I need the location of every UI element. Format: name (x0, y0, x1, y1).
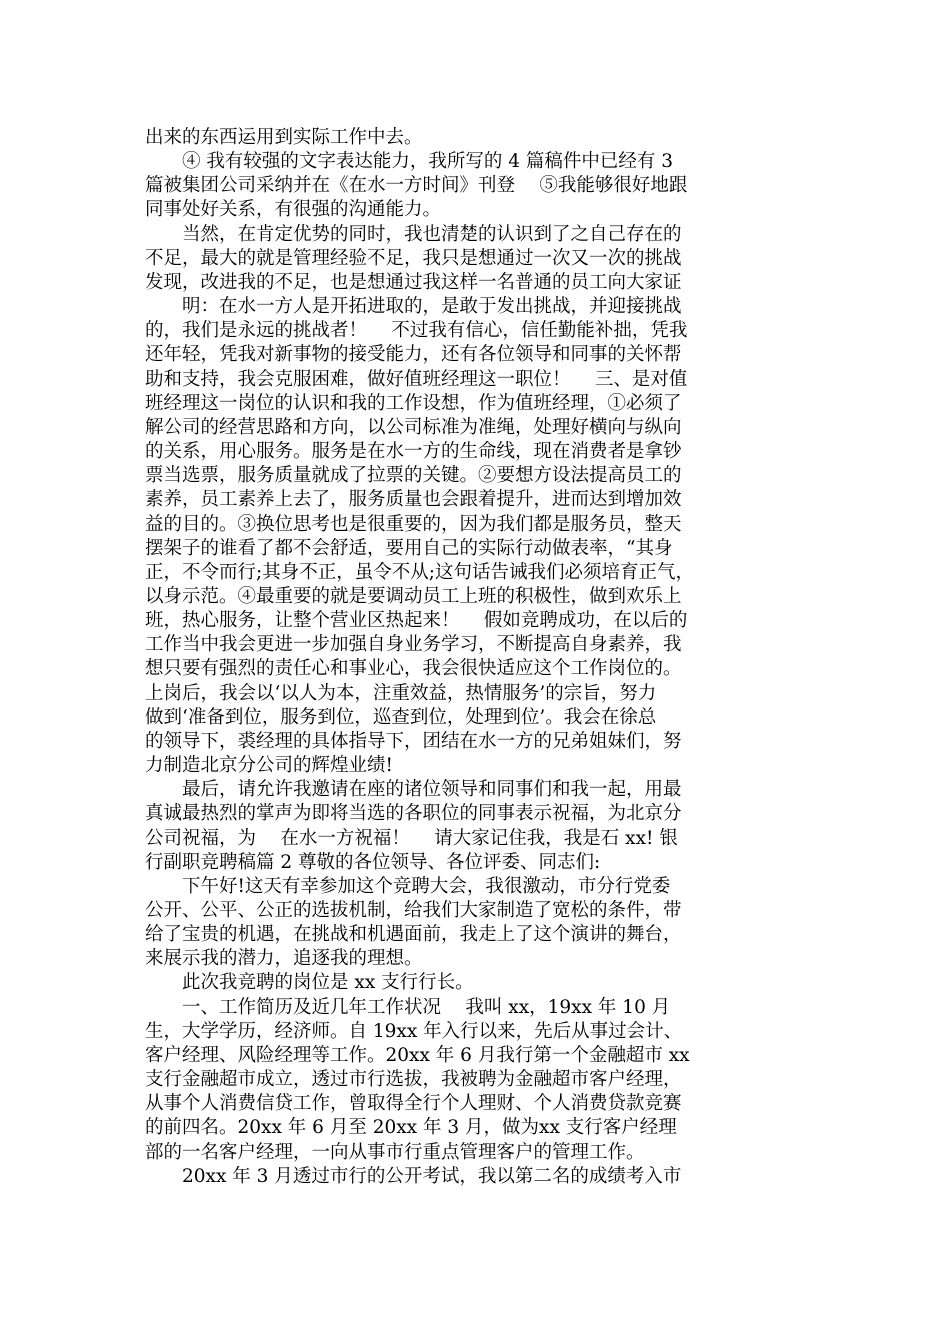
text-line: 行副职竞聘稿篇 2 尊敬的各位领导、各位评委、同志们: (145, 851, 601, 873)
text-line: 摆架子的谁看了都不会舒适，要用自己的实际行动做表率，“其身 (145, 537, 673, 559)
text-line: 一、工作简历及近几年工作状况 我叫 xx，19xx 年 10 月 (145, 996, 671, 1018)
text-line: 当然，在肯定优势的同时，我也清楚的认识到了之自己存在的 (145, 223, 682, 245)
text-line: 票当选票，服务质量就成了拉票的关键。②要想方设法提高员工的 (145, 465, 682, 487)
text-line: 还年轻，凭我对新事物的接受能力，还有各位领导和同事的关怀帮 (145, 344, 682, 366)
text-line: 真诚最热烈的掌声为即将当选的各职位的同事表示祝福，为北京分 (145, 803, 682, 825)
text-line: 的前四名。20xx 年 6 月至 20xx 年 3 月，做为xx 支行客户经理 (145, 1117, 677, 1139)
text-line: 做到‘准备到位，服务到位，巡查到位，处理到位’。我会在徐总 (145, 706, 657, 728)
text-line: 公司祝福，为 在水一方祝福！ 请大家记住我，我是石 xx! 银 (145, 827, 678, 849)
text-line: 篇被集团公司采纳并在《在水一方时间》刊登 ⑤我能够很好地跟 (145, 175, 688, 197)
document-body (145, 126, 810, 1189)
text-line: 正，不令而行;其身不正，虽令不从;这句话告诫我们必须培育正气， (145, 561, 694, 583)
text-line: 下午好!这天有幸参加这个竞聘大会，我很激动，市分行党委 (145, 875, 671, 897)
text-line: 力制造北京分公司的辉煌业绩! (145, 755, 393, 777)
text-line: 出来的东西运用到实际工作中去。 (145, 127, 423, 148)
text-line: 班经理这一岗位的认识和我的工作设想，作为值班经理，①必须了 (145, 392, 682, 414)
text-line: 工作当中我会更进一步加强自身业务学习，不断提高自身素养，我 (145, 634, 682, 656)
text-line: 益的目的。③换位思考也是很重要的，因为我们都是服务员，整天 (145, 513, 682, 535)
text-line: 此次我竞聘的岗位是 xx 支行行长。 (145, 972, 474, 994)
text-line: 支行金融超市成立，透过市行选拔，我被聘为金融超市客户经理， (145, 1069, 682, 1091)
text-line: 部的一名客户经理，一向从事市行重点管理客户的管理工作。 (145, 1141, 645, 1163)
text-line: 上岗后，我会以‘以人为本，注重效益，热情服务’的宗旨，努力 (145, 682, 657, 704)
text-line: 从事个人消费信贷工作，曾取得全行个人理财、个人消费贷款竞赛 (145, 1093, 682, 1115)
text-line: 客户经理、风险经理等工作。20xx 年 6 月我行第一个金融超市 xx (145, 1044, 690, 1066)
text-line: 素养，员工素养上去了，服务质量也会跟着提升，进而达到增加效 (145, 489, 682, 511)
text-line: 的领导下，裘经理的具体指导下，团结在水一方的兄弟姐妹们，努 (145, 730, 682, 752)
text-line: 最后，请允许我邀请在座的诸位领导和同事们和我一起，用最 (145, 779, 682, 801)
text-line: 助和支持，我会克服困难，做好值班经理这一职位！ 三、是对值 (145, 368, 688, 390)
text-line: 生，大学学历，经济师。自 19xx 年入行以来，先后从事过会计、 (145, 1020, 683, 1042)
text-line: 班，热心服务，让整个营业区热起来！ 假如竞聘成功，在以后的 (145, 610, 688, 632)
text-line: 的关系，用心服务。服务是在水一方的生命线，现在消费者是拿钞 (145, 441, 682, 463)
text-line: 想只要有强烈的责任心和事业心，我会很快适应这个工作岗位的。 (145, 658, 682, 680)
text-line: 20xx 年 3 月透过市行的公开考试，我以第二名的成绩考入市 (145, 1165, 682, 1187)
text-line: 的，我们是永远的挑战者！ 不过我有信心，信任勤能补拙，凭我 (145, 320, 688, 342)
text-line: 解公司的经营思路和方向，以公司标准为准绳，处理好横向与纵向 (145, 416, 682, 438)
text-line: 以身示范。④最重要的就是要调动员工上班的积极性，做到欢乐上 (145, 585, 682, 607)
text-line: 发现，改进我的不足，也是想通过我这样一名普通的员工向大家证 (145, 271, 682, 293)
text-line: 明：在水一方人是开拓进取的，是敢于发出挑战，并迎接挑战 (145, 296, 682, 318)
text-line: 同事处好关系，有很强的沟通能力。 (145, 199, 442, 221)
text-line: 不足，最大的就是管理经验不足，我只是想通过一次又一次的挑战 (145, 247, 682, 269)
text-line: 给了宝贵的机遇，在挑战和机遇面前，我走上了这个演讲的舞台， (145, 924, 682, 946)
text-line: 公开、公平、公正的选拔机制，给我们大家制造了宽松的条件，带 (145, 900, 682, 921)
text-line: ④ 我有较强的文字表达能力，我所写的 4 篇稿件中已经有 3 (145, 151, 674, 173)
text-line: 来展示我的潜力，追逐我的理想。 (145, 948, 423, 970)
